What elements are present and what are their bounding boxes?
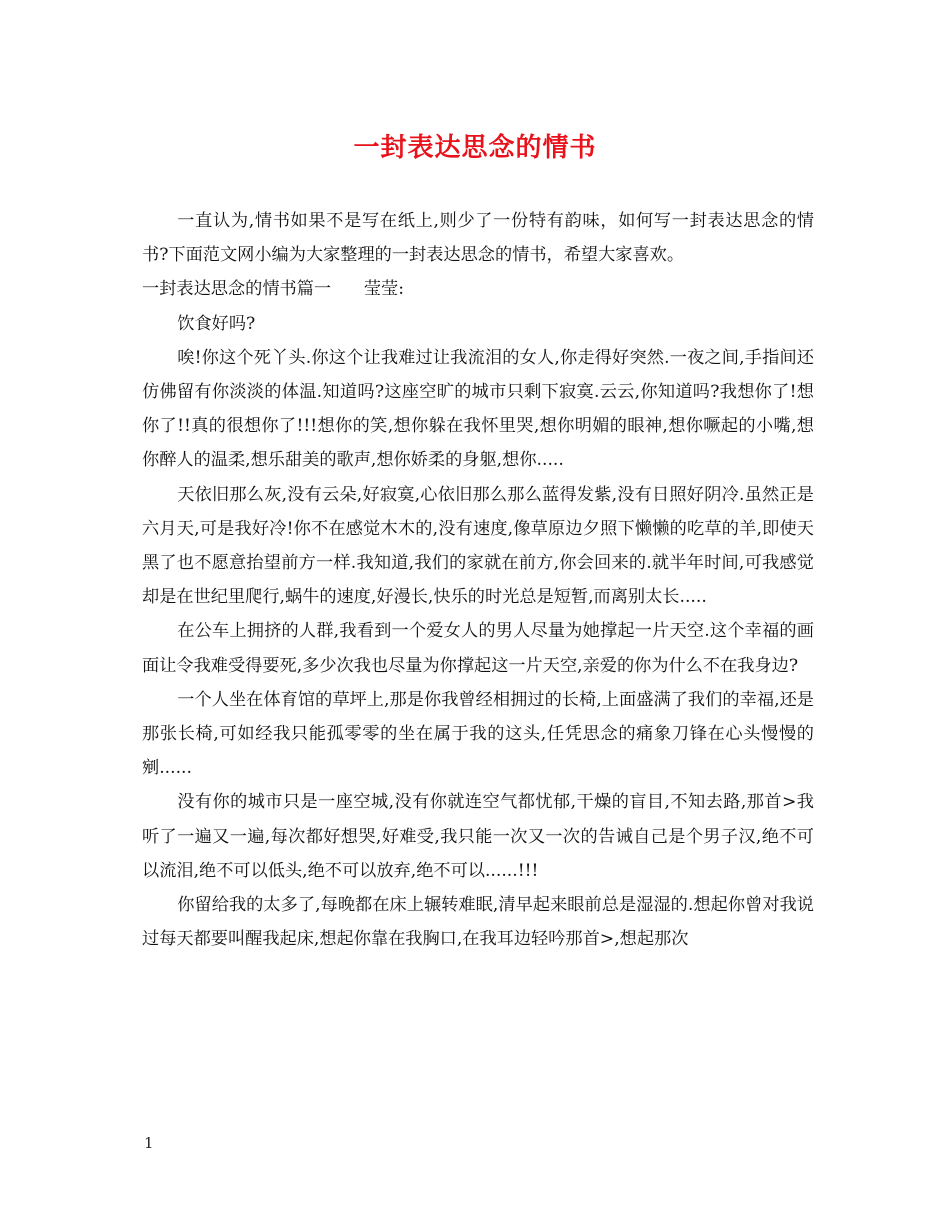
body-paragraph: 没有你的城市只是一座空城,没有你就连空气都忧郁,干燥的盲目,不知去路,那首>我听了一遍又一遍,每次都好想哭,好难受,我只能一次又一次的告诫自己是个男子汉,绝不可以流泪,绝不可以低头,绝不可以放弃,绝不可以......!!!: [142, 792, 814, 881]
document-title: 一封表达思念的情书: [353, 133, 597, 163]
body-paragraph: 在公车上拥挤的人群,我看到一个爱女人的男人尽量为她撑起一片天空.这个幸福的画面让令我难受得要死,多少次我也尽量为你撑起这一片天空,亲爱的你为什么不在我身边?: [142, 621, 814, 676]
document-body: [142, 204, 814, 956]
body-paragraph: 饮食好吗?: [177, 313, 256, 334]
intro-paragraph: 一直认为,情书如果不是写在纸上,则少了一份特有韵味，如何写一封表达思念的情书?下面范文网小编为大家整理的一封表达思念的情书，希望大家喜欢。: [142, 211, 814, 266]
body-paragraph: 唉!你这个死丫头.你这个让我难过让我流泪的女人,你走得好突然.一夜之间,手指间还仿佛留有你淡淡的体温.知道吗?这座空旷的城市只剩下寂寞.云云,你知道吗?我想你了!想你了!!真的很想你了!!!想你的笑,想你躲在我怀里哭,想你明媚的眼神,想你噘起的小嘴,想你醉人的温柔,想乐甜美的歌声,想你娇柔的身躯,想你.....: [142, 347, 814, 471]
body-paragraph: 天依旧那么灰,没有云朵,好寂寞,心依旧那么那么蓝得发紫,没有日照好阴冷.虽然正是六月天,可是我好冷!你不在感觉木木的,没有速度,像草原边夕照下懒懒的吃草的羊,即使天黑了也不愿意抬望前方一样.我知道,我们的家就在前方,你会回来的.就半年时间,可我感觉却是在世纪里爬行,蜗牛的速度,好漫长,快乐的时光总是短暂,而离别太长.....: [142, 484, 814, 608]
page-number: 1: [144, 1134, 154, 1152]
body-paragraph: 一个人坐在体育馆的草坪上,那是你我曾经相拥过的长椅,上面盛满了我们的幸福,还是那张长椅,可如经我只能孤零零的坐在属于我的这头,任凭思念的痛象刀锋在心头慢慢的剜......: [142, 689, 814, 779]
body-paragraph: 你留给我的太多了,每晚都在床上辗转难眠,清早起来眼前总是湿湿的.想起你曾对我说过每天都要叫醒我起床,想起你靠在我胸口,在我耳边轻吟那首>,想起那次: [142, 895, 814, 950]
section-subheading: 一封表达思念的情书篇一 莹莹:: [142, 279, 405, 300]
